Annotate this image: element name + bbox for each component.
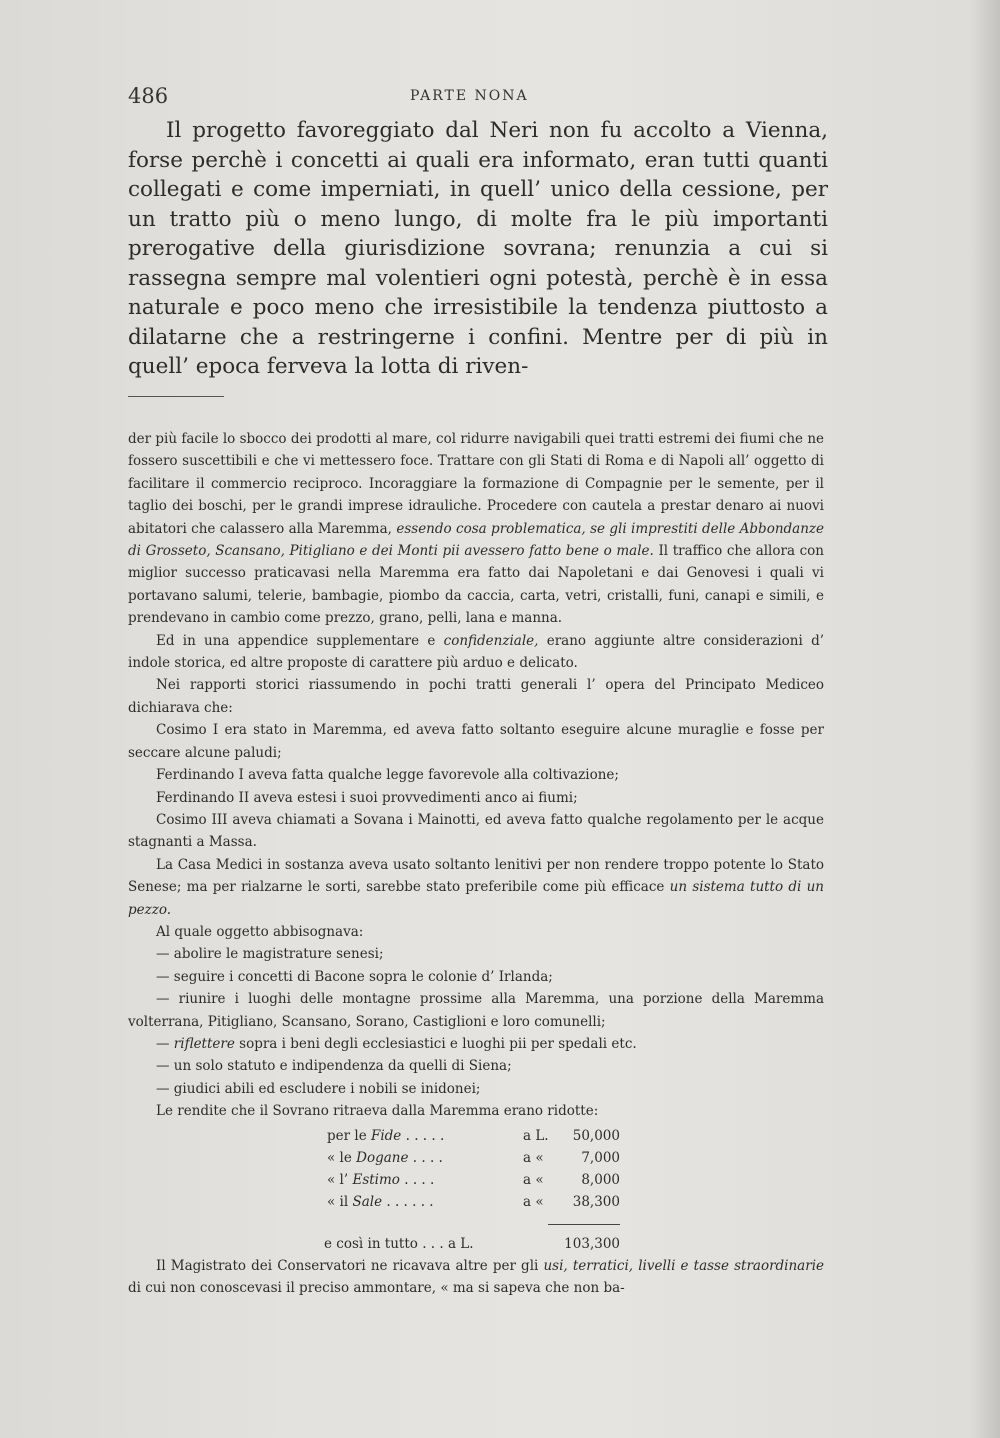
total-label: e così in tutto . . . a L. <box>324 1235 474 1252</box>
note-paragraph-9: Al quale oggetto abbisognava: <box>156 923 364 940</box>
dash-item-4: — riflettere sopra i beni degli ecclesiastici e luoghi pii per spedali etc. <box>156 1035 637 1052</box>
revenue-row: « le Dogane . . . . a « 7,000 <box>327 1149 620 1166</box>
dash-item-5: — un solo statuto e indipendenza da quelli di Siena; <box>156 1058 512 1075</box>
revenue-row: « l’ Estimo . . . . a « 8,000 <box>327 1171 620 1188</box>
dash-item-6: — giudici abili ed escludere i nobili se inidonei; <box>156 1080 481 1097</box>
note-paragraph-2: Ed in una appendice supplementare e confidenziale, erano aggiunte altre considerazioni d’ indole storica, ed altre proposte di carattere più arduo e delicato. <box>128 632 824 672</box>
revenue-total <box>128 1233 824 1255</box>
footnotes <box>128 428 824 1299</box>
revenue-row: « il Sale . . . . . . a « 38,300 <box>327 1193 620 1210</box>
main-text <box>128 116 828 382</box>
note-paragraph-3: Nei rapporti storici riassumendo in pochi tratti generali l’ opera del Principato Mediceo dichiarava che: <box>128 677 824 716</box>
running-title: PARTE NONA <box>410 88 529 104</box>
note-paragraph-6: Ferdinando II aveva estesi i suoi provvedimenti anco ai fiumi; <box>156 789 578 806</box>
note-paragraph-5: Ferdinando I aveva fatta qualche legge favorevole alla coltivazione; <box>156 767 619 784</box>
page-edge-shadow <box>970 0 1000 1438</box>
sum-rule <box>548 1224 620 1225</box>
footnote-separator <box>128 396 224 397</box>
total-amount: 103,300 <box>564 1235 620 1252</box>
dash-item-1: — abolire le magistrature senesi; <box>156 946 384 963</box>
note-paragraph-8: La Casa Medici in sostanza aveva usato soltanto lenitivi per non rendere troppo potente lo Stato Senese; ma per rialzarne le sorti, sarebbe stato preferibile come più efficace un sistema tutto di un pezzo. <box>128 856 824 918</box>
page-header <box>128 84 828 114</box>
note-paragraph-7: Cosimo III aveva chiamati a Sovana i Mainotti, ed aveva fatto qualche regolamento per le acque stagnanti a Massa. <box>128 811 824 851</box>
note-paragraph-1: der più facile lo sbocco dei prodotti al mare, col ridurre navigabili quei tratti estremi dei fiumi che ne fossero suscettibili e che vi mettessero foce. Trattare con gli Stati di Roma e di Napoli all’ oggetto di facilitare il commercio reciproco. Incoraggiare la formazione di Compagnie per le semente, per il taglio dei boschi, per le grandi imprese idrauliche. Procedere con cautela a prestar denaro ai nuovi abitatori che calassero alla Maremma, essendo cosa problematica, se gli imprestiti delle Abbondanze di Grosseto, Scansano, Pitigliano e dei Monti pii avessero fatto bene o male. Il traffico che allora con miglior successo praticavasi nella Maremma era fatto dai Napoletani e dai Genovesi i quali vi portavano salumi, telerie, bambagie, piombo da caccia, carta, vetri, cristalli, funi, canapi e simili, e prendevano in cambio come prezzo, grano, pelli, lana e manna. <box>128 431 825 627</box>
page-number: 486 <box>128 84 169 108</box>
dash-item-2: — seguire i concetti di Bacone sopra le colonie d’ Irlanda; <box>156 968 553 985</box>
revenue-row: per le Fide . . . . . a L. 50,000 <box>327 1127 620 1144</box>
main-paragraph: Il progetto favoreggiato dal Neri non fu accolto a Vienna, forse perchè i concetti ai quali era informato, eran tutti quanti collegati e come imperniati, in quell’ unico della cessione, per un tratto più o meno lungo, di molte fra le più importanti prerogative della giurisdizione sovrana; renunzia a cui si rassegna sempre mal volentieri ogni potestà, perchè è in essa naturale e poco meno che irresistibile la tendenza piuttosto a dilatarne che a restringerne i confini. Mentre per di più in quell’ epoca ferveva la lotta di riven- <box>128 118 828 379</box>
note-paragraph-last: Il Magistrato dei Conservatori ne ricavava altre per gli usi, terratici, livelli e tasse straordinarie di cui non conoscevasi il preciso ammontare, « ma si sapeva che non ba- <box>128 1257 824 1296</box>
note-paragraph-4: Cosimo I era stato in Maremma, ed aveva fatto soltanto eseguire alcune muraglie e fosse per seccare alcune paludi; <box>128 722 824 761</box>
revenue-table <box>128 1123 824 1233</box>
note-paragraph-10: Le rendite che il Sovrano ritraeva dalla Maremma erano ridotte: <box>156 1103 599 1120</box>
dash-item-3: — riunire i luoghi delle montagne prossime alla Maremma, una porzione della Maremma volterrana, Pitigliano, Scansano, Sorano, Castiglioni e loro comunelli; <box>128 991 824 1030</box>
